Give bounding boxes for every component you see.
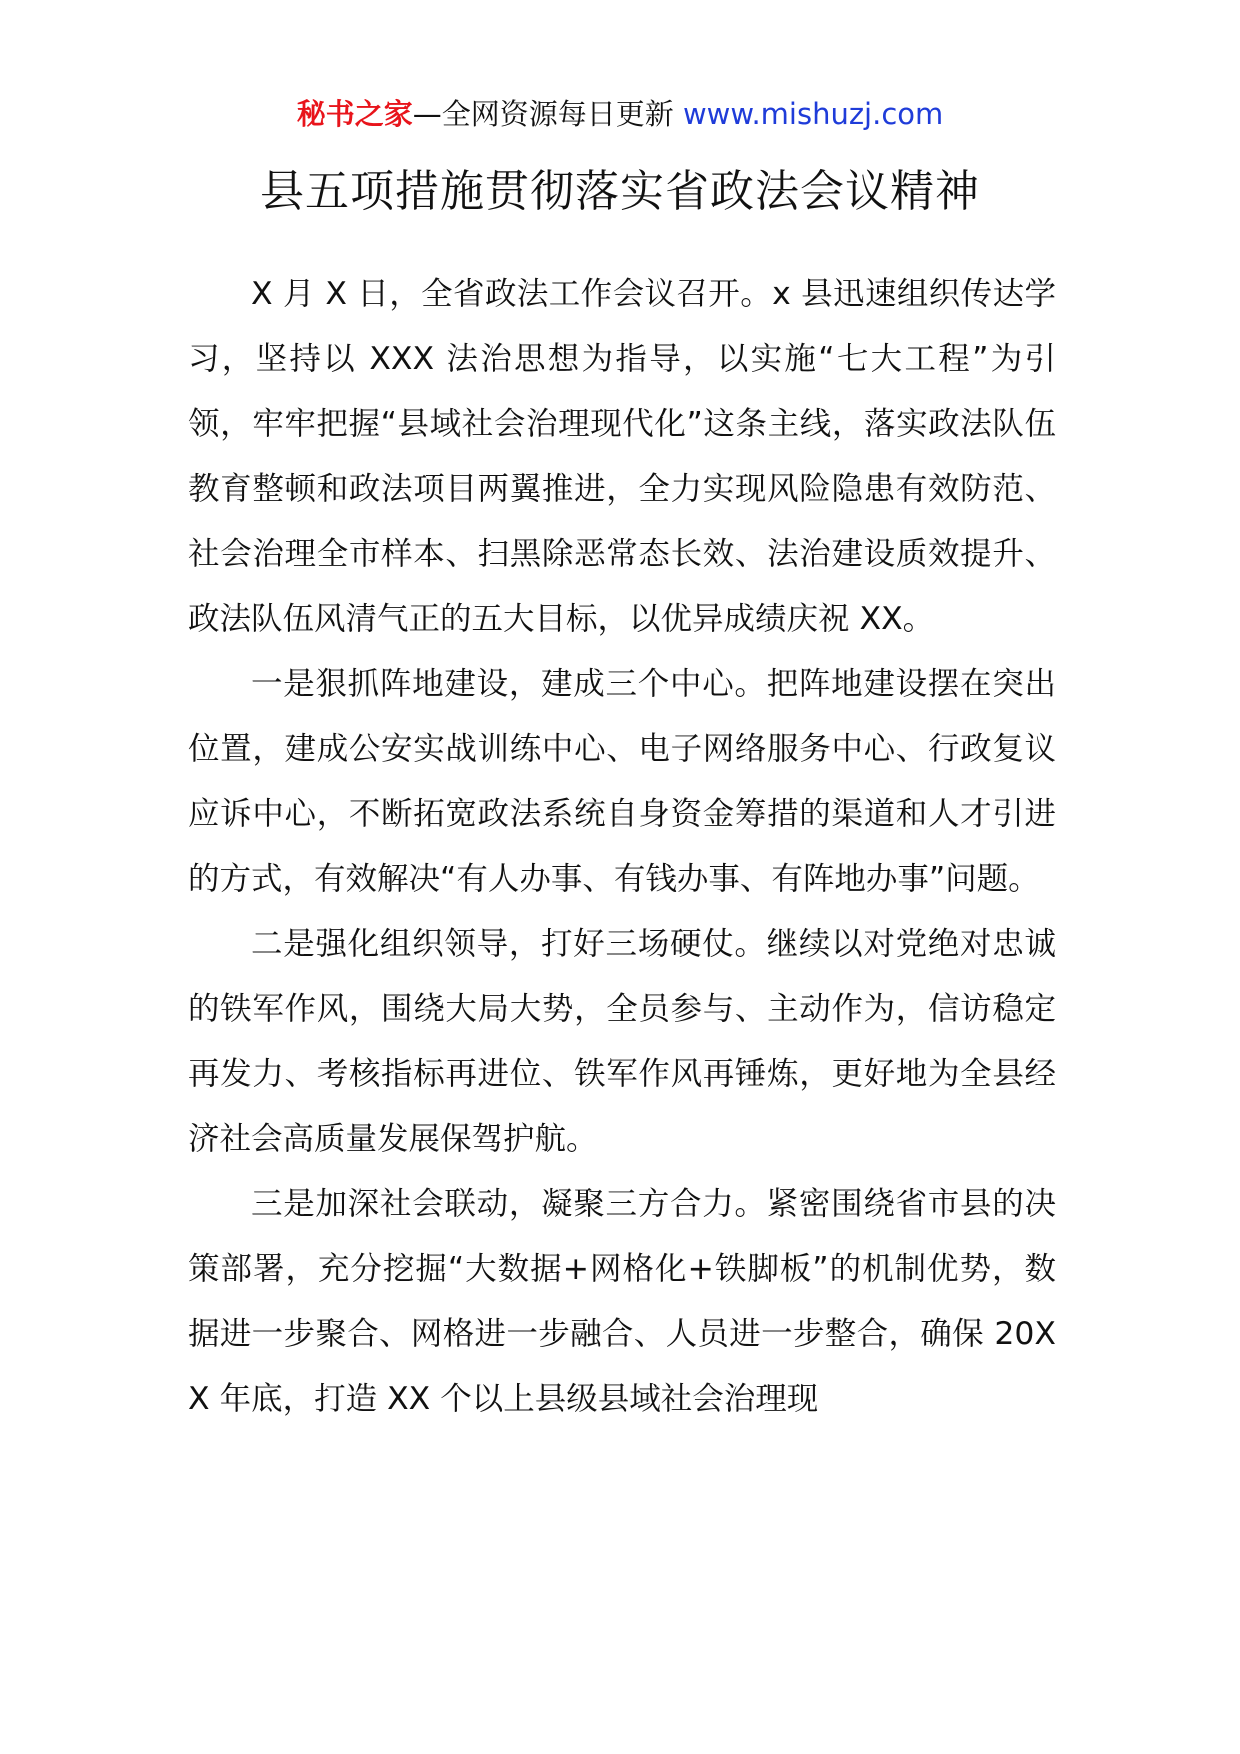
brand-name: 秘书之家 bbox=[296, 97, 413, 131]
paragraph-lead: 二是强化组织领导，打好三场硬仗。 bbox=[251, 926, 767, 962]
document-body bbox=[188, 262, 1056, 1432]
paragraph-text: 把阵地建设摆在突出位置，建成公安实战训练中心、电子网络服务中心、行政复议应诉中心，不断拓宽政法系统自身资金筹措的渠道和人才引进的方式，有效解决“有人办事、有钱办事、有阵地办事”问题。 bbox=[188, 666, 1056, 897]
paragraph-measure-3 bbox=[188, 1172, 1056, 1432]
paragraph-text: 继续以对党绝对忠诚的铁军作风，围绕大局大势，全员参与、主动作为，信访稳定再发力、考核指标再进位、铁军作风再锤炼，更好地为全县经济社会高质量发展保驾护航。 bbox=[188, 926, 1056, 1157]
paragraph-text: X 月 X 日，全省政法工作会议召开。x 县迅速组织传达学习，坚持以 XXX 法治思想为指导，以实施“七大工程”为引领，牢牢把握“县域社会治理现代化”这条主线，落实政法队伍教育整顿和政法项目两翼推进，全力实现风险隐患有效防范、社会治理全市样本、扫黑除恶常态长效、法治建设质效提升、政法队伍风清气正的五大目标，以优异成绩庆祝 XX。 bbox=[188, 276, 1056, 637]
paragraph-lead: 三是加深社会联动，凝聚三方合力。 bbox=[251, 1186, 767, 1222]
site-url-link[interactable]: www.mishuzj.com bbox=[682, 97, 944, 131]
paragraph-text: 紧密围绕省市县的决策部署，充分挖掘“大数据+网格化+铁脚板”的机制优势，数据进一步聚合、网格进一步融合、人员进一步整合，确保 20XX 年底，打造 XX 个以上县级县域社会治理现 bbox=[188, 1186, 1056, 1417]
paragraph-measure-2 bbox=[188, 912, 1056, 1172]
paragraph-lead: 一是狠抓阵地建设，建成三个中心。 bbox=[251, 666, 767, 702]
banner-tagline: —全网资源每日更新 bbox=[412, 97, 683, 131]
document-title: 县五项措施贯彻落实省政法会议精神 bbox=[260, 166, 980, 217]
site-banner bbox=[0, 94, 1240, 134]
paragraph-measure-1 bbox=[188, 652, 1056, 912]
paragraph-intro bbox=[188, 262, 1056, 652]
